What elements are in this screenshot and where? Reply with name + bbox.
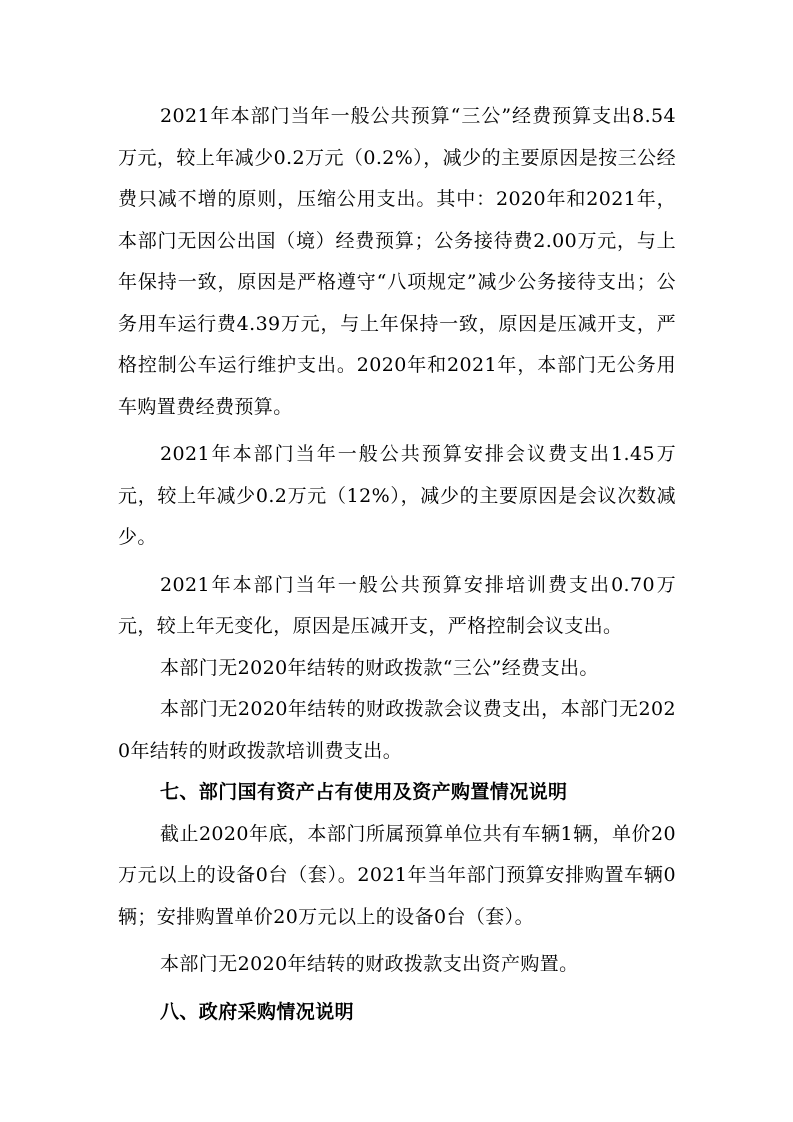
paragraph-carryover-three-public: 本部门无2020年结转的财政拨款“三公”经费支出。 [160,656,599,679]
paragraph-three-public-budget: 2021年本部门当年一般公共预算“三公”经费预算支出8.54万元，较上年减少0.2万元（0.2%），减少的主要原因是按三公经费只减不增的原则，压缩公用支出。其中：2020年和2021年，本部门无因公出国（境）经费预算；公务接待费2.00万元，与上年保持一致，原因是严格遵守“八项规定”减少公务接待支出；公务用车运行费4.39万元，与上年保持一致，原因是压减开支，严格控制公车运行维护支出。2020年和2021年，本部门无公务用车购置费经费预算。 [118,105,676,418]
section-7-heading: 七、部门国有资产占有使用及资产购置情况说明 [160,781,568,803]
paragraph-carryover-meeting-training: 本部门无2020年结转的财政拨款会议费支出，本部门无2020年结转的财政拨款培训费支出。 [118,698,676,762]
paragraph-training-fee: 2021年本部门当年一般公共预算安排培训费支出0.70万元，较上年无变化，原因是压减开支，严格控制会议支出。 [118,573,676,637]
paragraph-meeting-fee: 2021年本部门当年一般公共预算安排会议费支出1.45万元，较上年减少0.2万元（12%），减少的主要原因是会议次数减少。 [118,443,676,548]
document-body [118,96,676,1033]
paragraph-asset-purchase: 本部门无2020年结转的财政拨款支出资产购置。 [160,953,579,975]
section-8-heading: 八、政府采购情况说明 [160,1000,355,1023]
paragraph-assets: 截止2020年底，本部门所属预算单位共有车辆1辆，单价20万元以上的设备0台（套）。2021年当年部门预算安排购置车辆0辆；安排购置单价20万元以上的设备0台（套）。 [118,822,676,928]
